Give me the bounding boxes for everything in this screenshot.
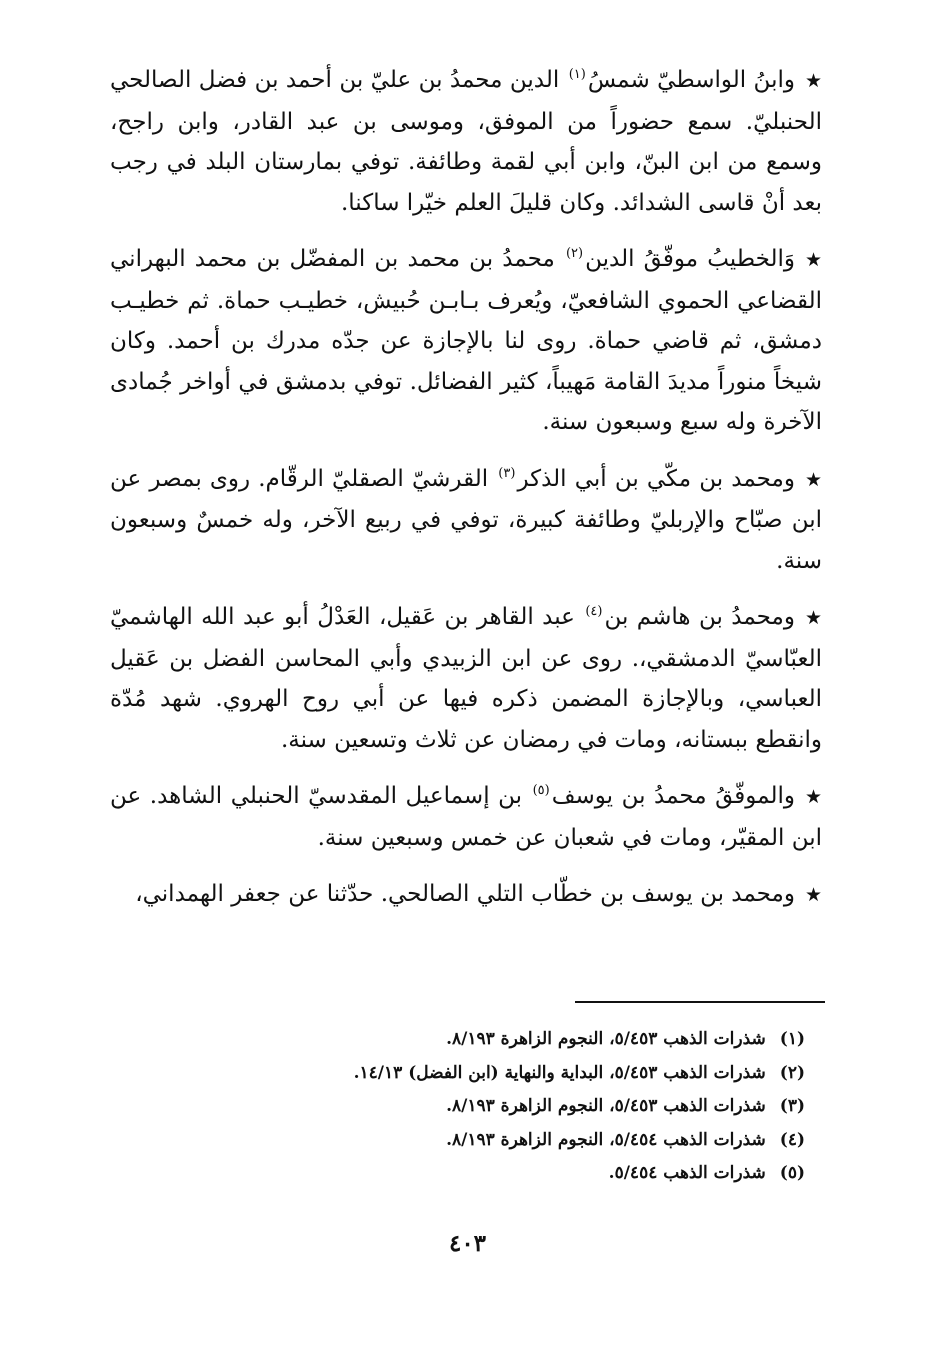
footnote-ref: (٥) xyxy=(532,783,550,799)
biography-entry xyxy=(110,60,822,223)
entry-text: بن إسماعيل المقدسيّ الحنبلي الشاهد. عن ابن المقيّر، ومات في شعبان عن خمس وسبعين سنة. xyxy=(110,783,822,851)
footnotes xyxy=(165,1023,805,1191)
footnote-text: شذرات الذهب ٥/٤٥٤. xyxy=(608,1163,766,1183)
footnote-text: شذرات الذهب ٥/٤٥٣، النجوم الزاهرة ٨/١٩٣. xyxy=(446,1096,766,1116)
biography-entry xyxy=(110,776,822,858)
entry-text-start: والموفّقُ محمدُ بن يوسف xyxy=(551,783,795,809)
footnote-number: (٢) xyxy=(779,1062,805,1083)
star-icon: ★ xyxy=(804,468,822,491)
footnote-number: (٣) xyxy=(779,1096,805,1116)
footnote xyxy=(165,1023,805,1057)
biography-entry xyxy=(110,597,822,760)
footnote xyxy=(165,1157,805,1191)
footnote xyxy=(165,1124,805,1158)
star-icon: ★ xyxy=(804,607,822,629)
entry-text-start: وابنُ الواسطيّ شمسُ xyxy=(587,67,795,93)
star-icon: ★ xyxy=(804,249,822,271)
star-icon: ★ xyxy=(804,884,822,906)
star-icon: ★ xyxy=(804,70,823,92)
footnote-ref: (٤) xyxy=(585,604,603,620)
footnote-ref: (٣) xyxy=(498,465,516,481)
footnote-separator xyxy=(575,1001,825,1003)
footnote-number: (٤) xyxy=(779,1129,805,1150)
biography-entry xyxy=(110,874,822,916)
footnote-text: شذرات الذهب ٥/٤٥٣، البداية والنهاية (ابن الفضل) ١٤/١٣. xyxy=(353,1062,766,1083)
footnote-ref: (٢) xyxy=(565,246,584,262)
entry-text: القرشيّ الصقليّ الرقّام. روى بمصر عن ابن صبّاح والإربليّ وطائفة كبيرة، توفي في ربيع الآخر، وله خمسٌ وسبعون سنة. xyxy=(110,465,822,574)
main-text xyxy=(110,60,822,932)
entry-text: محمدُ بن محمد بن المفضّل بن محمد البهراني القضاعي الحموي الشافعيّ، ويُعرف بـابـن حُبيش، خطيـب حماة. ثم خطيـب دمشق، ثم قاضي حماة. روى لنا بالإجازة عن جدّه مدرك بن أحمد. وكان شيخاً منوراً مديدَ القامة مَهيباً، كثير الفضائل. توفي بدمشق في أواخر جُمادى الآخرة وله سبع وسبعون سنة. xyxy=(110,246,822,435)
footnote xyxy=(165,1090,805,1124)
entry-text: عبد القاهر بن عَقيل، العَدْلُ أبو عبد الله الهاشميّ العبّاسيّ الدمشقي،. روى عن ابن الزبيدي وأبي المحاسن الفضل بن عَقيل العباسي، وبالإجازة المضمن ذكره فيها عن أبي روح الهروي. شهد مُدّة وانقطع ببستانه، ومات في رمضان عن ثلاث وتسعين سنة. xyxy=(110,604,822,753)
footnote-number: (٥) xyxy=(779,1163,805,1183)
entry-text-start: ومحمد بن يوسف بن خطّاب التلي الصالحي. حدّثنا عن جعفر الهمداني، xyxy=(135,881,795,907)
biography-entry xyxy=(110,239,822,443)
footnote-number: (١) xyxy=(779,1029,805,1049)
page-number: ٤٠٣ xyxy=(448,1230,487,1257)
entry-text: الدين محمدُ بن عليّ بن أحمد بن فضل الصالحي الحنبليّ. سمع حضوراً من الموفق، وموسى بن عبد القادر، وابن راجح، وسمع من ابن البنّ، وابن أبي لقمة وطائفة. توفي بمارستان البلد في رجب بعد أنْ قاسى الشدائد. وكان قليلَ العلم خيّرا ساكنا. xyxy=(110,67,822,216)
footnote-text: شذرات الذهب ٥/٤٥٤، النجوم الزاهرة ٨/١٩٣. xyxy=(446,1129,766,1150)
entry-text-start: ومحمد بن مكّي بن أبي الذكر xyxy=(517,465,795,492)
footnote-ref: (١) xyxy=(568,67,586,83)
star-icon: ★ xyxy=(804,786,823,808)
footnote-text: شذرات الذهب ٥/٤٥٣، النجوم الزاهرة ٨/١٩٣. xyxy=(446,1029,766,1049)
footnote xyxy=(165,1057,805,1091)
entry-text-start: ومحمدُ بن هاشم بن xyxy=(604,604,795,630)
entry-text-start: وَالخطيبُ موفّقُ الدين xyxy=(585,246,795,272)
biography-entry xyxy=(110,459,822,582)
